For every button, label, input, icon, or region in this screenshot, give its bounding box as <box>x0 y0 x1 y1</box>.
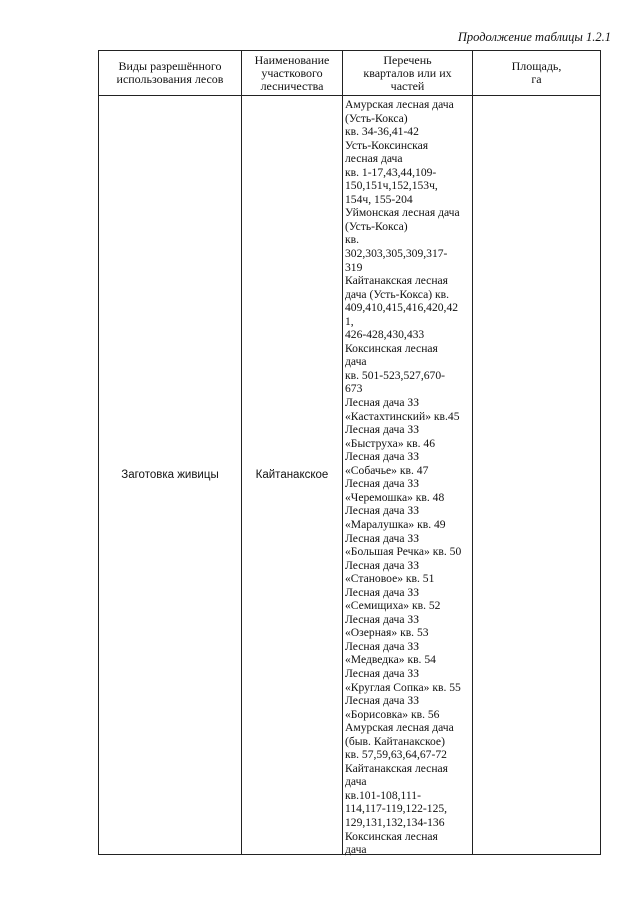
block-list-line: «Маралушка» кв. 49 <box>345 517 446 531</box>
cell-forestry: Кайтанакское <box>255 468 329 481</box>
block-list-line: «Кастахтинский» кв.45 <box>345 409 460 423</box>
block-list-line: 409,410,415,416,420,42 <box>345 301 459 315</box>
block-list-line: Амурская лесная дача <box>345 98 454 111</box>
block-list-line: Лесная дача ЗЗ <box>345 612 420 626</box>
block-list-line: кв. 57,59,63,64,67-72 <box>345 748 447 762</box>
block-list-line: кв. 34-36,41-42 <box>345 125 419 139</box>
block-list-line: «Быструха» кв. 46 <box>345 436 436 450</box>
block-list-line: Лесная дача ЗЗ <box>345 477 420 491</box>
block-list-line: 114,117-119,122-125, <box>345 802 448 816</box>
block-list-line: дача <box>345 843 367 857</box>
block-list-line: Лесная дача ЗЗ <box>345 504 420 518</box>
forest-use-table <box>98 50 601 855</box>
block-list-line: Коксинская лесная <box>345 341 438 355</box>
block-list-line: кв. 501-523,527,670- <box>345 368 445 382</box>
block-list-line: (Усть-Кокса) <box>345 111 408 125</box>
block-list-line: Лесная дача ЗЗ <box>345 558 420 572</box>
block-list-line: Лесная дача ЗЗ <box>345 450 420 464</box>
block-list-line: Лесная дача ЗЗ <box>345 585 420 599</box>
block-list-line: дача (Усть-Кокса) кв. <box>345 287 449 301</box>
block-list-line: Усть-Коксинская <box>345 138 429 152</box>
blocks-list <box>345 98 475 857</box>
table-continuation-caption: Продолжение таблицы 1.2.1 <box>457 30 611 44</box>
block-list-line: лесная дача <box>345 152 403 166</box>
block-list-line: 154ч, 155-204 <box>345 192 413 206</box>
block-list-line: «Черемошка» кв. 48 <box>345 490 445 504</box>
block-list-line: Кайтанакская лесная <box>345 761 449 775</box>
block-list-line: дача <box>345 775 367 789</box>
header-use-type: Виды разрешённого использования лесов <box>116 59 224 86</box>
block-list-line: кв.101-108,111- <box>345 788 421 802</box>
header-area: Площадь, га <box>511 59 562 86</box>
block-list-line: Амурская лесная дача <box>345 721 454 735</box>
block-list-line: Лесная дача ЗЗ <box>345 396 420 410</box>
block-list-line: «Борисовка» кв. 56 <box>345 707 440 721</box>
block-list-line: 129,131,132,134-136 <box>345 815 445 829</box>
block-list-line: Лесная дача ЗЗ <box>345 531 420 545</box>
block-list-line: 426-428,430,433 <box>345 328 425 342</box>
cell-use-type: Заготовка живицы <box>121 468 219 481</box>
block-list-line: Лесная дача ЗЗ <box>345 639 420 653</box>
block-list-line: 150,151ч,152,153ч, <box>345 179 438 193</box>
block-list-line: «Озерная» кв. 53 <box>345 626 429 640</box>
block-list-line: кв. <box>345 233 360 247</box>
block-list-line: Кайтанакская лесная <box>345 274 449 288</box>
block-list-line: «Большая Речка» кв. 50 <box>345 545 462 559</box>
block-list-line: 302,303,305,309,317- <box>345 247 448 261</box>
block-list-line: 319 <box>345 260 363 274</box>
block-list-line: (быв. Кайтанакское) <box>345 734 445 748</box>
header-blocks: Перечень кварталов или их частей <box>363 52 452 93</box>
block-list-line: «Круглая Сопка» кв. 55 <box>345 680 461 694</box>
block-list-line: Уймонская лесная дача <box>345 206 460 220</box>
block-list-line: дача <box>345 355 367 369</box>
block-list-line: Лесная дача ЗЗ <box>345 694 420 708</box>
column-divider <box>342 51 343 854</box>
block-list-line: Лесная дача ЗЗ <box>345 666 420 680</box>
block-list-line: 673 <box>345 382 363 396</box>
block-list-line: 1, <box>345 314 354 328</box>
block-list-line: «Медведка» кв. 54 <box>345 653 436 667</box>
block-list-line: (Усть-Кокса) <box>345 219 408 233</box>
block-list-line: Коксинская лесная <box>345 829 438 843</box>
block-list-line: «Становое» кв. 51 <box>345 572 435 586</box>
block-list-line: Лесная дача ЗЗ <box>345 423 420 437</box>
block-list-line: «Семищиха» кв. 52 <box>345 599 441 613</box>
block-list-line: кв. 1-17,43,44,109- <box>345 165 437 179</box>
cell-area <box>473 95 600 854</box>
block-list-line: «Собачье» кв. 47 <box>345 463 429 477</box>
header-forestry: Наименование участкового лесничества <box>254 52 330 93</box>
